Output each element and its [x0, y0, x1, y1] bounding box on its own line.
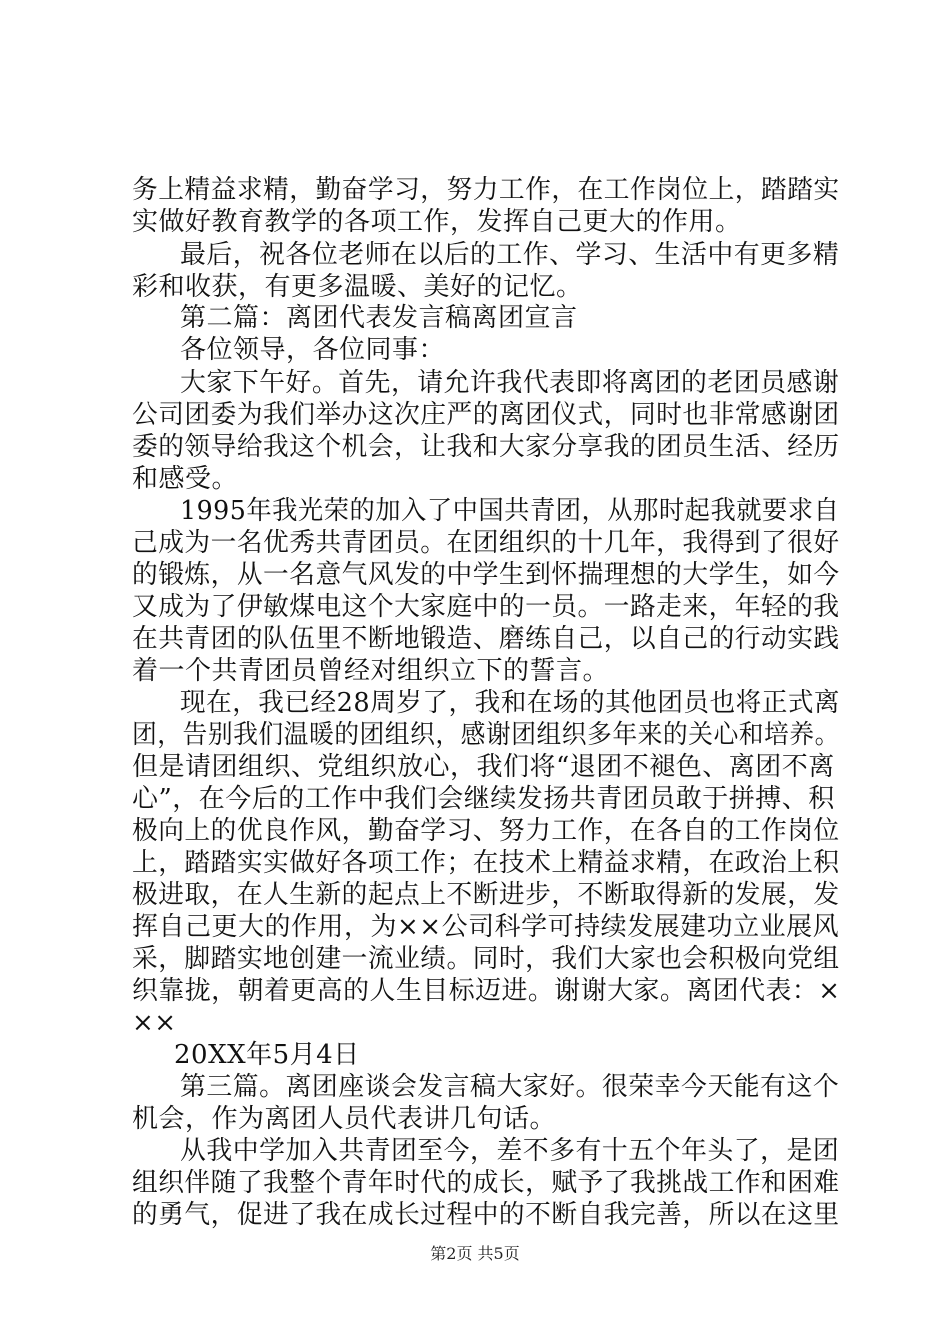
- text-line: 公司团委为我们举办这次庄严的离团仪式，同时也非常感谢团: [132, 400, 840, 430]
- text-line: 从我中学加入共青团至今，差不多有十五个年头了，是团: [180, 1136, 840, 1166]
- text-line: 又成为了伊敏煤电这个大家庭中的一员。一路走来，年轻的我: [132, 592, 840, 622]
- text-line: 团，告别我们温暖的团组织，感谢团组织多年来的关心和培养。: [132, 720, 840, 750]
- page-number-footer: 第2页 共5页: [430, 1244, 520, 1263]
- text-line: 彩和收获，有更多温暖、美好的记忆。: [132, 272, 583, 302]
- text-line: 上，踏踏实实做好各项工作；在技术上精益求精，在政治上积: [132, 848, 840, 878]
- text-line: 务上精益求精，勤奋学习，努力工作，在工作岗位上，踏踏实: [132, 175, 840, 205]
- text-line: 挥自己更大的作用，为××公司科学可持续发展建功立业展风: [132, 912, 840, 942]
- section-heading: 第二篇：离团代表发言稿离团宣言: [180, 303, 578, 333]
- salutation: 各位领导，各位同事：: [180, 335, 446, 365]
- text-line: ××: [132, 1008, 177, 1038]
- text-line: 大家下午好。首先，请允许我代表即将离团的老团员感谢: [180, 368, 840, 398]
- text-line: 1995年我光荣的加入了中国共青团，从那时起我就要求自: [180, 496, 840, 526]
- text-line: 心”，在今后的工作中我们会继续发扬共青团员敢于拼搏、积: [132, 784, 835, 814]
- section-heading: 第三篇。离团座谈会发言稿大家好。很荣幸今天能有这个: [180, 1072, 840, 1102]
- text-line: 织靠拢，朝着更高的人生目标迈进。谢谢大家。离团代表：×: [132, 976, 841, 1006]
- text-line: 实做好教育教学的各项工作，发挥自己更大的作用。: [132, 207, 742, 237]
- text-line: 的锻炼，从一名意气风发的中学生到怀揣理想的大学生，如今: [132, 560, 840, 590]
- text-line: 最后，祝各位老师在以后的工作、学习、生活中有更多精: [180, 240, 840, 270]
- text-line: 极向上的优良作风，勤奋学习、努力工作，在各自的工作岗位: [132, 816, 840, 846]
- text-line: 极进取，在人生新的起点上不断进步，不断取得新的发展，发: [132, 880, 840, 910]
- text-line: 和感受。: [132, 464, 239, 494]
- date-line: 20XX年5月4日: [174, 1040, 360, 1070]
- text-line: 己成为一名优秀共青团员。在团组织的十几年，我得到了很好: [132, 528, 840, 558]
- text-line: 现在，我已经28周岁了，我和在场的其他团员也将正式离: [180, 688, 841, 718]
- text-line: 组织伴随了我整个青年时代的成长，赋予了我挑战工作和困难: [132, 1168, 840, 1198]
- text-line: 采，脚踏实地创建一流业绩。同时，我们大家也会积极向党组: [132, 944, 840, 974]
- text-line: 着一个共青团员曾经对组织立下的誓言。: [132, 656, 610, 686]
- text-line: 机会，作为离团人员代表讲几句话。: [132, 1104, 557, 1134]
- text-line: 的勇气，促进了我在成长过程中的不断自我完善，所以在这里: [132, 1200, 840, 1230]
- text-line: 委的领导给我这个机会，让我和大家分享我的团员生活、经历: [132, 432, 840, 462]
- text-line: 在共青团的队伍里不断地锻造、磨练自己，以自己的行动实践: [132, 624, 840, 654]
- text-line: 但是请团组织、党组织放心，我们将“退团不褪色、离团不离: [132, 752, 835, 782]
